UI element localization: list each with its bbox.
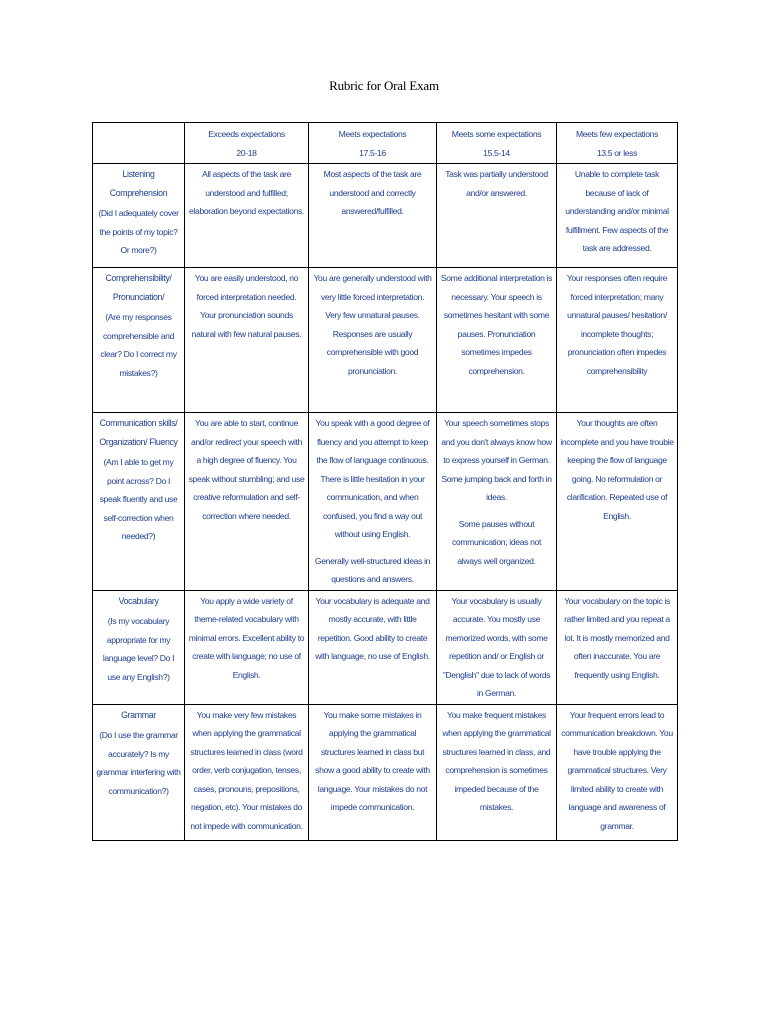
table-header-row: [93, 123, 678, 164]
category-name: Vocabulary: [118, 595, 159, 606]
rubric-cell: You apply a wide variety of theme-related vocabulary with minimal errors. Excellent ability to create with language; no use of English.: [185, 590, 309, 704]
table-row-listening: [93, 164, 678, 268]
rubric-cell: You make frequent mistakes when applying the grammatical structures learned in class, and comprehension is sometimes impeded because of the mistakes.: [437, 704, 557, 840]
rubric-cell: Your vocabulary is adequate and mostly accurate, with little repetition. Good ability to create with language, no use of English.: [309, 590, 437, 704]
rubric-cell: [437, 413, 557, 591]
category-cell: [93, 590, 185, 704]
rubric-cell: Your frequent errors lead to communication breakdown. You have trouble applying the grammatical structures. Very limited ability to create with language and awareness of grammar.: [557, 704, 678, 840]
rubric-table: [92, 122, 678, 841]
rubric-cell: [309, 413, 437, 591]
header-empty-cell: [93, 123, 185, 164]
category-question: (Did I adequately cover the points of my topic? Or more?): [98, 208, 179, 255]
category-cell: [93, 164, 185, 268]
category-question: (Is my vocabulary appropriate for my language level? Do I use any English?): [102, 616, 175, 682]
table-row-grammar: [93, 704, 678, 840]
table-row-comprehensibility: [93, 268, 678, 413]
rubric-cell: Your vocabulary on the topic is rather limited and you repeat a lot. It is mostly memorized and often inaccurate. You are frequently using English.: [557, 590, 678, 704]
table-row-vocabulary: [93, 590, 678, 704]
header-meets: [309, 123, 437, 164]
header-range: 13.5 or less: [596, 147, 638, 158]
category-cell: [93, 704, 185, 840]
rubric-cell: You make some mistakes in applying the grammatical structures learned in class but show a good ability to create with language. Your mistakes do not impede communication.: [309, 704, 437, 840]
rubric-cell-subtext: Generally well-structured ideas in questions and answers.: [314, 555, 431, 584]
rubric-cell-subtext: Some pauses without communication; ideas not always well organized.: [451, 518, 542, 566]
rubric-cell: You are able to start, continue and/or redirect your speech with a high degree of fluency. You speak without stumbling; and use creative reformulation and self-correction where needed.: [185, 413, 309, 591]
rubric-cell: Unable to complete task because of lack of understanding and/or minimal fulfillment. Few aspects of the task are addressed.: [557, 164, 678, 268]
header-label: Exceeds expectations: [208, 129, 285, 139]
category-name: Listening Comprehension: [109, 169, 168, 198]
header-label: Meets some expectations: [451, 129, 542, 139]
rubric-cell: You make very few mistakes when applying the grammatical structures learned in class (word order, verb conjugation, tenses, cases, pronouns, prepositions, negation, etc). Your mistakes do not impede with communication.: [185, 704, 309, 840]
category-cell: [93, 268, 185, 413]
rubric-cell: Some additional interpretation is necessary. Your speech is sometimes hesitant with some pauses. Pronunciation sometimes impedes comprehension.: [437, 268, 557, 413]
page-title: Rubric for Oral Exam: [329, 78, 439, 93]
rubric-cell-text: Your speech sometimes stops and you don't always know how to express yourself in German. Some jumping back and forth in ideas.: [441, 418, 552, 502]
rubric-cell: You are generally understood with very little forced interpretation. Very few unnatural pauses. Responses are usually comprehensible with good pronunciation.: [309, 268, 437, 413]
rubric-cell: All aspects of the task are understood and fulfilled; elaboration beyond expectations.: [185, 164, 309, 268]
rubric-cell: Your thoughts are often incomplete and you have trouble keeping the flow of language going. No reformulation or clarification. Repeated use of English.: [557, 413, 678, 591]
category-question: (Do I use the grammar accurately? Is my grammar interfering with communication?): [96, 730, 181, 796]
category-question: (Am I able to get my point across? Do I speak fluently and use self-correction when needed?): [99, 457, 178, 541]
rubric-cell: Your vocabulary is usually accurate. You mostly use memorized words, with some repetition and/ or English or "Denglish" due to lack of words in German.: [437, 590, 557, 704]
header-label: Meets expectations: [338, 129, 407, 139]
header-label: Meets few expectations: [575, 129, 659, 139]
header-meets-some: [437, 123, 557, 164]
rubric-cell: Task was partially understood and/or answered.: [437, 164, 557, 268]
header-exceeds: [185, 123, 309, 164]
header-range: 17.5-16: [359, 147, 386, 158]
header-range: 20-18: [236, 147, 257, 158]
rubric-cell: You are easily understood, no forced interpretation needed. Your pronunciation sounds natural with few natural pauses.: [185, 268, 309, 413]
category-cell: [93, 413, 185, 591]
category-name: Communication skills/ Organization/ Fluency: [99, 418, 178, 447]
category-name: Grammar: [121, 709, 156, 720]
rubric-cell: Your responses often require forced interpretation; many unnatural pauses/ hesitation/ incomplete thoughts; pronunciation often impedes comprehensibility: [557, 268, 678, 413]
table-row-communication: [93, 413, 678, 591]
rubric-cell-text: You speak with a good degree of fluency and you attempt to keep the flow of language continuous. There is little hesitation in your communication, and when confused, you find a way out without using English.: [315, 418, 430, 539]
category-question: (Are my responses comprehensible and clear? Do I correct my mistakes?): [100, 312, 177, 378]
header-meets-few: [557, 123, 678, 164]
category-name: Comprehensibility/ Pronunciation/: [105, 273, 172, 302]
header-range: 15.5-14: [483, 147, 510, 158]
rubric-cell: Most aspects of the task are understood and correctly answered/fulfilled.: [309, 164, 437, 268]
